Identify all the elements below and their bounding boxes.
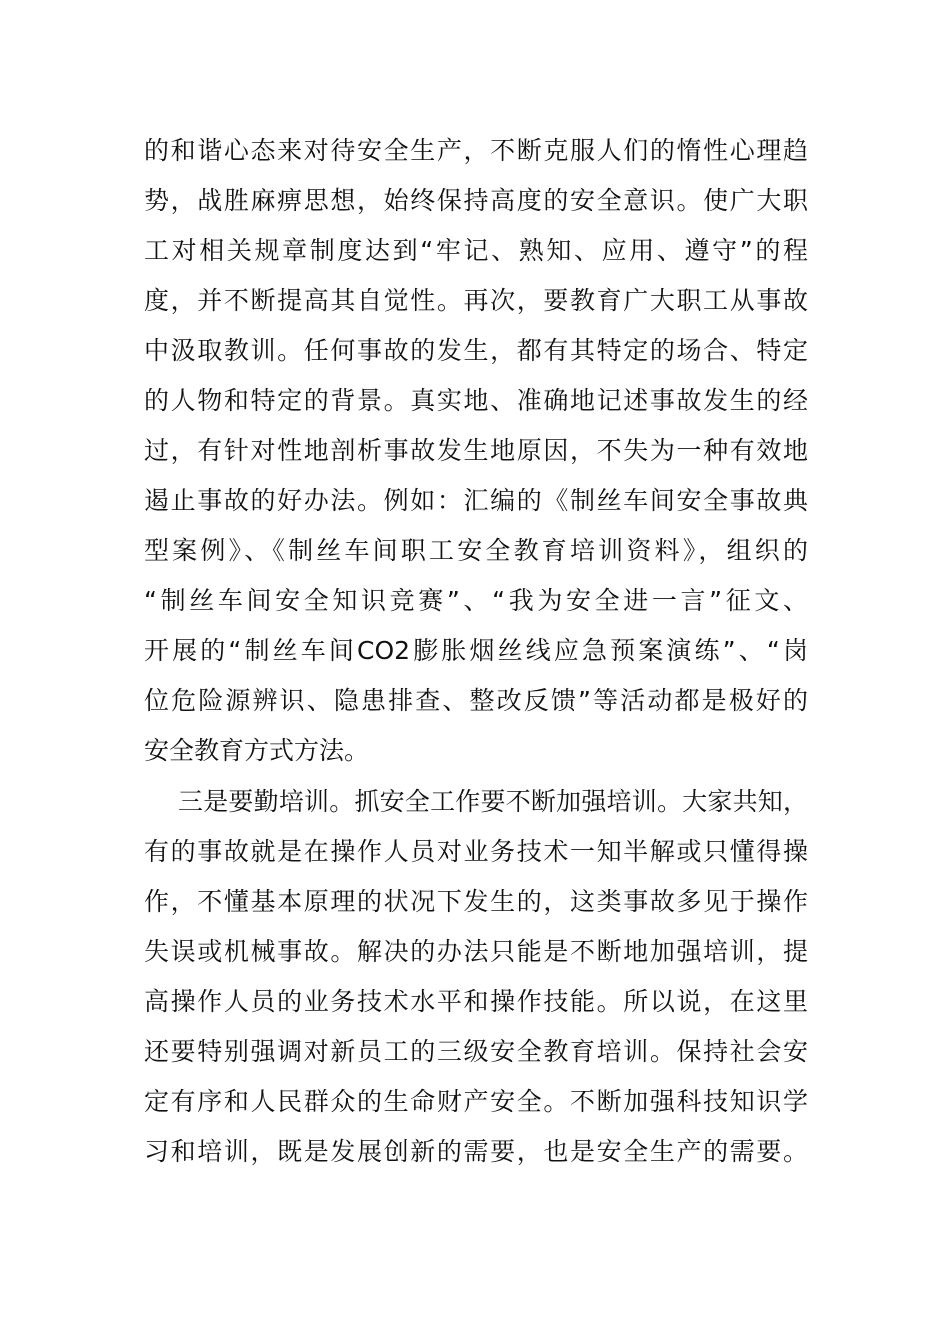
paragraph-line: 过，有针对性地剖析事故发生地原因，不失为一种有效地 — [144, 436, 808, 465]
paragraph-first-line: 三是要勤培训。抓安全工作要不断加强培训。大家共知， — [178, 787, 808, 816]
paragraph-line: 位危险源辨识、隐患排查、整改反馈”等活动都是极好的 — [144, 686, 808, 715]
paragraph-line: 工对相关规章制度达到“牢记、熟知、应用、遵守”的程 — [144, 236, 808, 265]
paragraph-line: 型案例》、《制丝车间职工安全教育培训资料》，组织的 — [144, 536, 808, 565]
paragraph-education-methods — [144, 126, 808, 776]
paragraph-line: 遏止事故的好办法。例如：汇编的《制丝车间安全事故典 — [144, 486, 808, 515]
paragraph-line: 势，战胜麻痹思想，始终保持高度的安全意识。使广大职 — [144, 186, 808, 215]
paragraph-training — [144, 777, 808, 1177]
paragraph-line: 开展的“制丝车间CO2膨胀烟丝线应急预案演练”、“岗 — [144, 636, 808, 665]
paragraph-last-line: 安全教育方式方法。 — [144, 736, 370, 765]
paragraph-line: 失误或机械事故。解决的办法只能是不断地加强培训，提 — [144, 937, 808, 966]
paragraph-line: 高操作人员的业务技术水平和操作技能。所以说，在这里 — [144, 987, 808, 1016]
paragraph-line: 还要特别强调对新员工的三级安全教育培训。保持社会安 — [144, 1037, 808, 1066]
paragraph-line: 有的事故就是在操作人员对业务技术一知半解或只懂得操 — [144, 837, 808, 866]
paragraph-line: “制丝车间安全知识竞赛”、“我为安全进一言”征文、 — [144, 586, 808, 615]
paragraph-line: 的人物和特定的背景。真实地、准确地记述事故发生的经 — [144, 386, 808, 415]
paragraph-line: 度，并不断提高其自觉性。再次，要教育广大职工从事故 — [144, 286, 808, 315]
paragraph-last-line: 习和培训，既是发展创新的需要，也是安全生产的需要。 — [144, 1137, 808, 1166]
paragraph-line: 定有序和人民群众的生命财产安全。不断加强科技知识学 — [144, 1087, 808, 1116]
paragraph-line: 的和谐心态来对待安全生产，不断克服人们的惰性心理趋 — [144, 136, 808, 165]
paragraph-line: 作，不懂基本原理的状况下发生的，这类事故多见于操作 — [144, 887, 808, 916]
paragraph-line: 中汲取教训。任何事故的发生，都有其特定的场合、特定 — [144, 336, 808, 365]
